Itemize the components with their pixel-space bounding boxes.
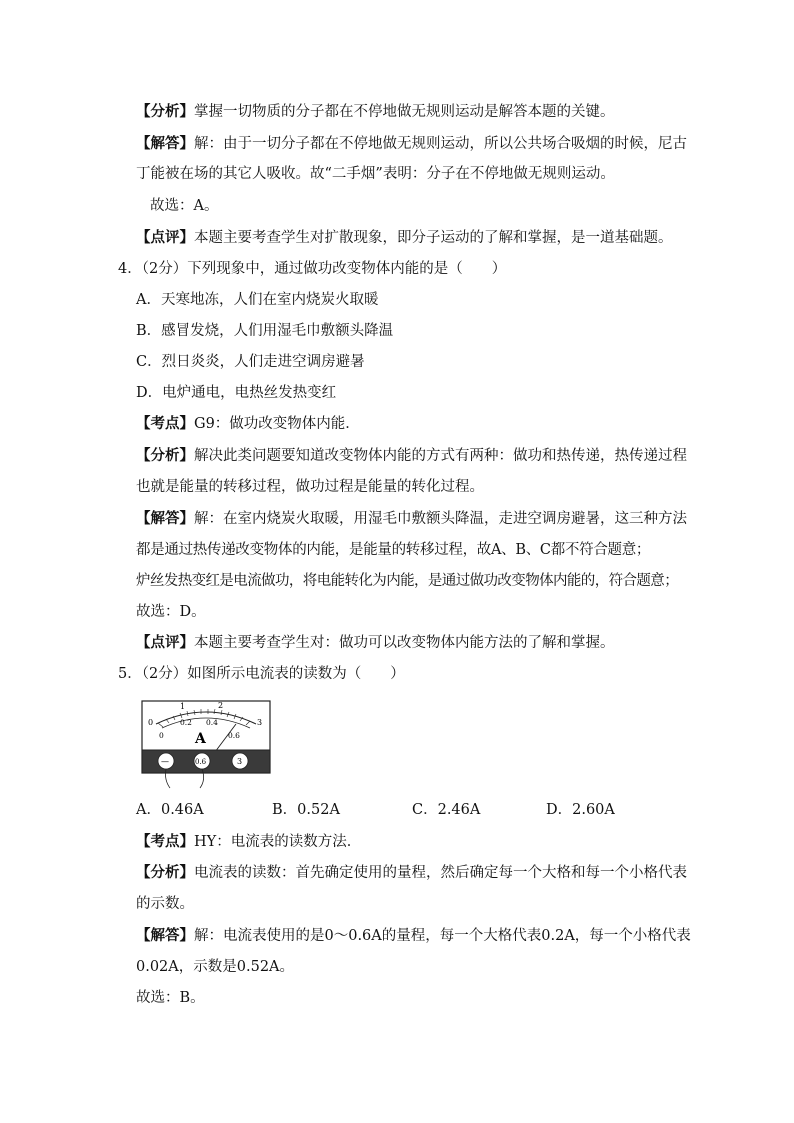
q4-option-c: C．烈日炎炎，人们走进空调房避暑 — [136, 354, 365, 370]
lower-scale-0-2: 0.2 — [180, 718, 192, 727]
analysis-tag: 【分析】 — [136, 103, 194, 120]
q3-analysis — [136, 102, 615, 122]
q5-point — [136, 832, 361, 852]
answer-text: 解：在室内烧炭火取暖，用湿毛巾敷额头降温，走进空调房避暑，这三种方法 — [194, 511, 687, 527]
q4-analysis-line-1 — [136, 446, 687, 466]
point-tag: 【考点】 — [136, 415, 194, 432]
upper-scale-0: 0 — [148, 718, 154, 727]
q4-analysis-line-2: 也就是能量的转移过程，做功过程是能量的转化过程。 — [136, 479, 484, 495]
q4-stem: 4．（2分）下列现象中，通过做功改变物体内能的是（ ） — [118, 261, 507, 277]
q4-comment — [136, 633, 615, 653]
lower-scale-0: 0 — [159, 731, 164, 740]
analysis-text: 掌握一切物质的分子都在不停地做无规则运动是解答本题的关键。 — [194, 104, 615, 120]
upper-scale-1: 1 — [180, 702, 186, 711]
q5-answer-line-1 — [136, 926, 691, 946]
q5-option-d: D．2.60A — [546, 802, 615, 818]
q4-choose: 故选：D。 — [136, 604, 206, 620]
answer-text: 解：电流表使用的是0～0.6A的量程，每一个大格代表0.2A，每一个小格代表 — [194, 928, 691, 944]
upper-scale-2: 2 — [218, 701, 224, 710]
analysis-text: 解决此类问题要知道改变物体内能的方式有两种：做功和热传递，热传递过程 — [194, 448, 687, 464]
q4-answer-line-1 — [136, 509, 687, 529]
q5-option-a: A．0.46A — [136, 802, 204, 818]
q4-option-d: D．电炉通电，电热丝发热变红 — [136, 385, 337, 401]
lower-scale-0-4: 0.4 — [206, 718, 218, 727]
analysis-text: 电流表的读数：首先确定使用的量程，然后确定每一个大格和每一个小格代表 — [194, 865, 687, 881]
q5-stem: 5．（2分）如图所示电流表的读数为（ ） — [118, 666, 405, 682]
q4-point — [136, 414, 360, 434]
answer-tag: 【解答】 — [136, 927, 194, 944]
comment-tag: 【点评】 — [136, 229, 194, 246]
q5-option-b: B．0.52A — [272, 802, 340, 818]
q4-answer-line-2: 都是通过热传递改变物体的内能，是能量的转移过程，故A、B、C都不符合题意； — [136, 542, 651, 558]
q3-choose: 故选：A。 — [150, 198, 219, 214]
comment-text: 本题主要考查学生对扩散现象，即分子运动的了解和掌握，是一道基础题。 — [194, 230, 673, 246]
q5-answer-line-2: 0.02A，示数是0.52A。 — [136, 959, 295, 975]
negative-terminal-label: — — [161, 757, 169, 766]
answer-text: 解：由于一切分子都在不停地做无规则运动，所以公共场合吸烟的时候，尼古 — [194, 136, 687, 152]
analysis-tag: 【分析】 — [136, 864, 194, 881]
terminal-0-6-label: 0.6 — [195, 758, 207, 766]
point-tag: 【考点】 — [136, 833, 194, 850]
q3-answer-line-2: 丁能被在场的其它人吸收。故“二手烟”表明：分子在不停地做无规则运动。 — [136, 166, 615, 182]
comment-tag: 【点评】 — [136, 634, 194, 651]
q4-option-a: A．天寒地冻，人们在室内烧炭火取暖 — [136, 292, 379, 308]
ammeter-figure — [140, 698, 272, 790]
q5-analysis-line-2: 的示数。 — [136, 896, 194, 912]
answer-tag: 【解答】 — [136, 135, 194, 152]
q5-choose: 故选：B。 — [136, 990, 205, 1006]
terminal-3-label: 3 — [237, 757, 243, 766]
q3-comment — [136, 228, 673, 248]
q3-answer-line-1 — [136, 134, 687, 154]
q4-option-b: B．感冒发烧，人们用湿毛巾敷额头降温 — [136, 323, 394, 339]
q5-option-c: C．2.46A — [412, 802, 481, 818]
analysis-tag: 【分析】 — [136, 447, 194, 464]
comment-text: 本题主要考查学生对：做功可以改变物体内能方法的了解和掌握。 — [194, 635, 615, 651]
q5-analysis-line-1 — [136, 863, 687, 883]
lower-scale-0-6: 0.6 — [228, 731, 240, 740]
unit-label: A — [195, 731, 206, 747]
point-text: G9：做功改变物体内能． — [194, 416, 360, 432]
answer-tag: 【解答】 — [136, 510, 194, 527]
point-text: HY：电流表的读数方法． — [194, 834, 362, 850]
upper-scale-3: 3 — [257, 718, 263, 727]
q4-answer-line-3: 炉丝发热变红是电流做功，将电能转化为内能，是通过做功改变物体内能的，符合题意； — [136, 573, 679, 589]
